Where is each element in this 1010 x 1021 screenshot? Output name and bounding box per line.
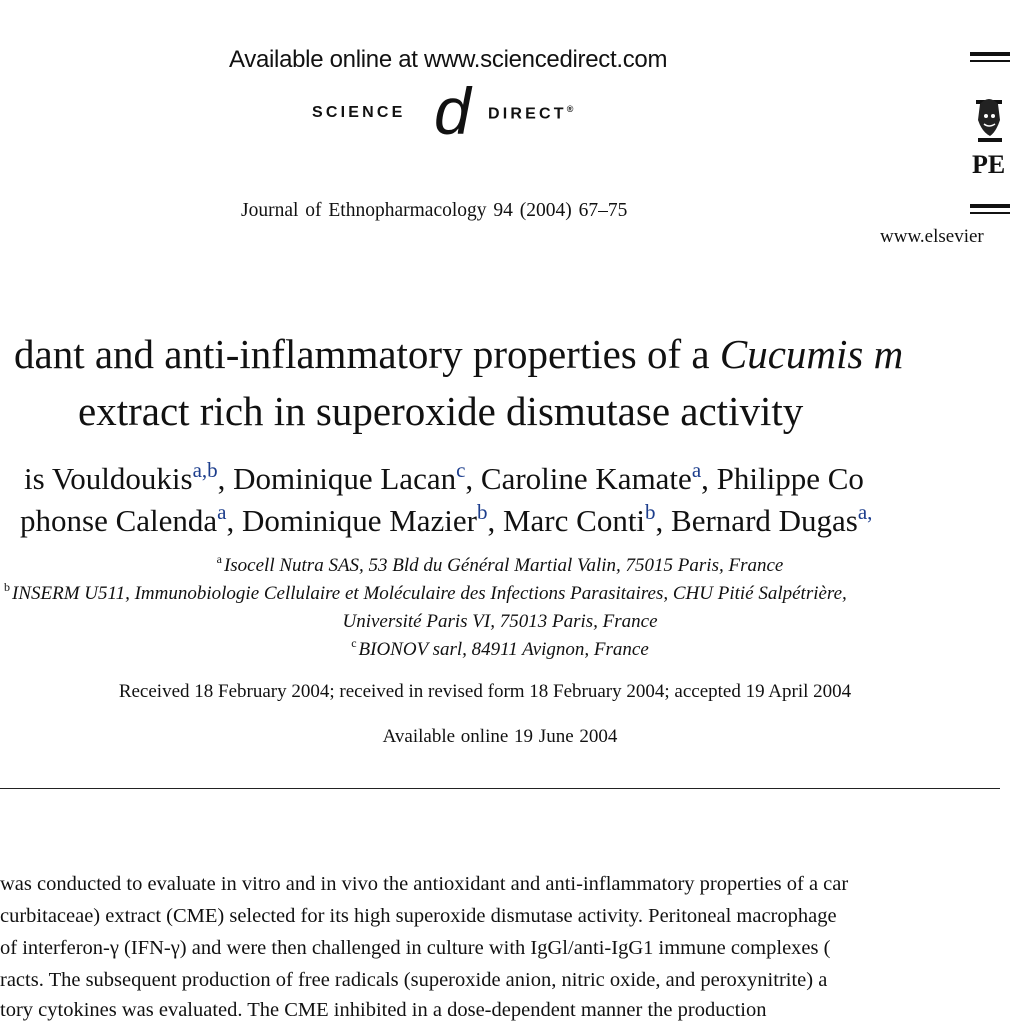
- logo-registered-mark: ®: [566, 104, 574, 114]
- abstract-line: was conducted to evaluate in vitro and in vivo the antioxidant and anti-inflammatory properties of a car: [0, 873, 849, 895]
- author-separator: ,: [701, 461, 717, 496]
- affiliation-b-continued: Université Paris VI, 75013 Paris, France: [342, 611, 658, 632]
- title-line-1-text: dant and anti-inflammatory properties of a: [14, 331, 720, 377]
- author-affiliation-mark[interactable]: a,: [857, 500, 873, 524]
- abstract-line: of interferon-γ (IFN-γ) and were then challenged in culture with IgGl/anti-IgG1 immune complexes (: [0, 937, 831, 959]
- abstract-line: racts. The subsequent production of free radicals (superoxide anion, nitric oxide, and peroxynitrite) a: [0, 969, 828, 991]
- author-affiliation-mark[interactable]: a,b: [192, 458, 218, 482]
- author-separator: ,: [226, 503, 242, 538]
- journal-citation: Journal of Ethnopharmacology 94 (2004) 67–75: [241, 200, 628, 221]
- affiliation-mark: b: [4, 580, 10, 594]
- article-history-dates: Received 18 February 2004; received in revised form 18 February 2004; accepted 19 April 2004: [118, 681, 852, 702]
- author-name: phonse Calenda: [20, 503, 218, 538]
- elsevier-url-link[interactable]: www.elsevier: [880, 226, 984, 247]
- publisher-initials: PE: [972, 150, 1006, 179]
- author-name: Caroline Kamate: [480, 461, 692, 496]
- affiliation-text: Isocell Nutra SAS, 53 Bld du Général Martial Valin, 75015 Paris, France: [223, 555, 784, 576]
- section-divider: [0, 788, 1000, 789]
- author-separator: ,: [217, 461, 234, 496]
- logo-at-glyph: d: [434, 74, 471, 148]
- article-title-line-1: [14, 331, 904, 377]
- affiliation-mark: a: [216, 552, 222, 566]
- publisher-bar-bottom: [970, 204, 1010, 208]
- abstract-line: curbitaceae) extract (CME) selected for its high superoxide dismutase activity. Peritoneal macrophage: [0, 905, 837, 927]
- affiliation-mark: c: [351, 636, 357, 650]
- author-name: Dominique Lacan: [233, 461, 457, 496]
- authors-line-1: [24, 458, 864, 496]
- affiliation-text: BIONOV sarl, 84911 Avignon, France: [358, 639, 649, 660]
- logo-direct-text: [488, 104, 573, 123]
- author-separator: ,: [487, 503, 503, 538]
- available-online-text: Available online at www.sciencedirect.com: [229, 46, 668, 73]
- author-separator: ,: [655, 503, 672, 538]
- logo-science-text: SCIENCE: [312, 104, 406, 121]
- authors-line-2: [20, 500, 873, 538]
- sciencedirect-logo: [312, 74, 612, 148]
- author-separator: ,: [465, 461, 481, 496]
- author-affiliation-mark[interactable]: a: [691, 458, 702, 482]
- affiliation-b: [4, 580, 847, 604]
- author-name: Dominique Mazier: [241, 503, 477, 538]
- available-online-date: Available online 19 June 2004: [382, 726, 618, 747]
- affiliation-c: [0, 636, 1000, 660]
- author-affiliation-mark[interactable]: b: [476, 500, 488, 524]
- affiliation-text: INSERM U511, Immunobiologie Cellulaire et Moléculaire des Infections Parasitaires, CHU Pitié Salpétrière,: [12, 583, 847, 604]
- author-affiliation-mark[interactable]: c: [456, 458, 466, 482]
- author-affiliation-mark[interactable]: b: [645, 500, 656, 524]
- publisher-bar-bottom-thin: [970, 212, 1010, 214]
- abstract-line: tory cytokines was evaluated. The CME inhibited in a dose-dependent manner the production: [0, 999, 767, 1021]
- author-affiliation-mark[interactable]: a: [217, 500, 227, 524]
- publisher-bar-top: [970, 52, 1010, 56]
- title-line-1-italic: Cucumis m: [719, 331, 904, 377]
- logo-direct-word: DIRECT: [488, 105, 567, 123]
- author-name: Philippe Co: [716, 461, 864, 496]
- article-title-line-2: extract rich in superoxide dismutase activity: [78, 388, 804, 434]
- affiliation-a: [0, 552, 1000, 576]
- author-name: Bernard Dugas: [671, 503, 858, 538]
- author-name: is Vouldoukis: [24, 461, 193, 496]
- elsevier-tree-icon: [970, 92, 1010, 152]
- author-name: Marc Conti: [502, 503, 646, 538]
- publisher-bar-top-thin: [970, 60, 1010, 62]
